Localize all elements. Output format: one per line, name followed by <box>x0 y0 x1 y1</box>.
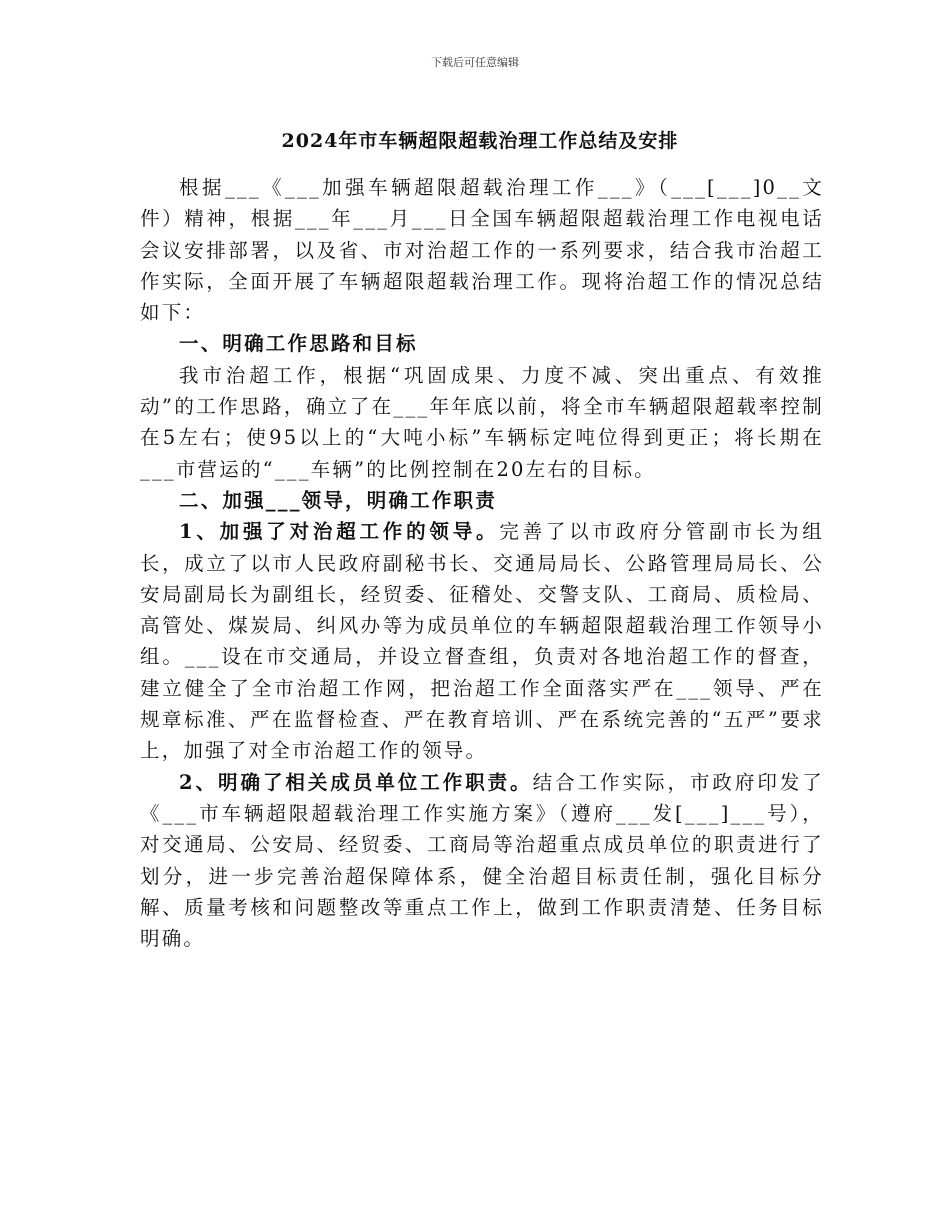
intro-paragraph: 根据___《___加强车辆超限超载治理工作___》（___[___]0__文件）精神，根据___年___月___日全国车辆超限超载治理工作电视电话会议安排部署，以及省、市对治超工作的一系列要求，结合我市治超工作实际，全面开展了车辆超限超载治理工作。现将治超工作的情况总结如下： <box>140 176 824 325</box>
section-heading-1: 一、明确工作思路和目标 <box>179 332 418 356</box>
header-note: 下载后可任意编辑 <box>431 56 519 69</box>
section-2-item-1-paragraph <box>140 516 824 766</box>
document-body <box>140 172 824 954</box>
section-heading-2: 二、加强___领导，明确工作职责 <box>179 488 497 512</box>
section-2-item-2-paragraph <box>140 767 824 955</box>
section-1-paragraph: 我市治超工作，根据“巩固成果、力度不减、突出重点、有效推动”的工作思路，确立了在___年年底以前，将全市车辆超限超载率控制在5左右；使95以上的“大吨小标”车辆标定吨位得到更正；将长期在___市营运的“___车辆”的比例控制在20左右的目标。 <box>140 363 824 481</box>
item-2-lead: 2、明确了相关成员单位工作职责。 <box>179 770 533 794</box>
item-1-lead: 1、加强了对治超工作的领导。 <box>179 520 500 544</box>
document-title: 2024年市车辆超限超载治理工作总结及安排 <box>281 130 679 152</box>
item-2-text: 结合工作实际，市政府印发了《___市车辆超限超载治理工作实施方案》（遵府___发[___]___号），对交通局、公安局、经贸委、工商局等治超重点成员单位的职责进行了划分，进一步完善治超保障体系，健全治超目标责任制，强化目标分解、质量考核和问题整改等重点工作上，做到工作职责清楚、任务目标明确。 <box>140 770 824 951</box>
item-1-text: 完善了以市政府分管副市长为组长，成立了以市人民政府副秘书长、交通局局长、公路管理局局长、公安局副局长为副组长，经贸委、征稽处、交警支队、工商局、质检局、高管处、煤炭局、纠风办等为成员单位的车辆超限超载治理工作领导小组。___设在市交通局，并设立督查组，负责对各地治超工作的督查，建立健全了全市治超工作网，把治超工作全面落实严在___领导、严在规章标准、严在监督检查、严在教育培训、严在系统完善的“五严”要求上，加强了对全市治超工作的领导。 <box>140 520 824 763</box>
